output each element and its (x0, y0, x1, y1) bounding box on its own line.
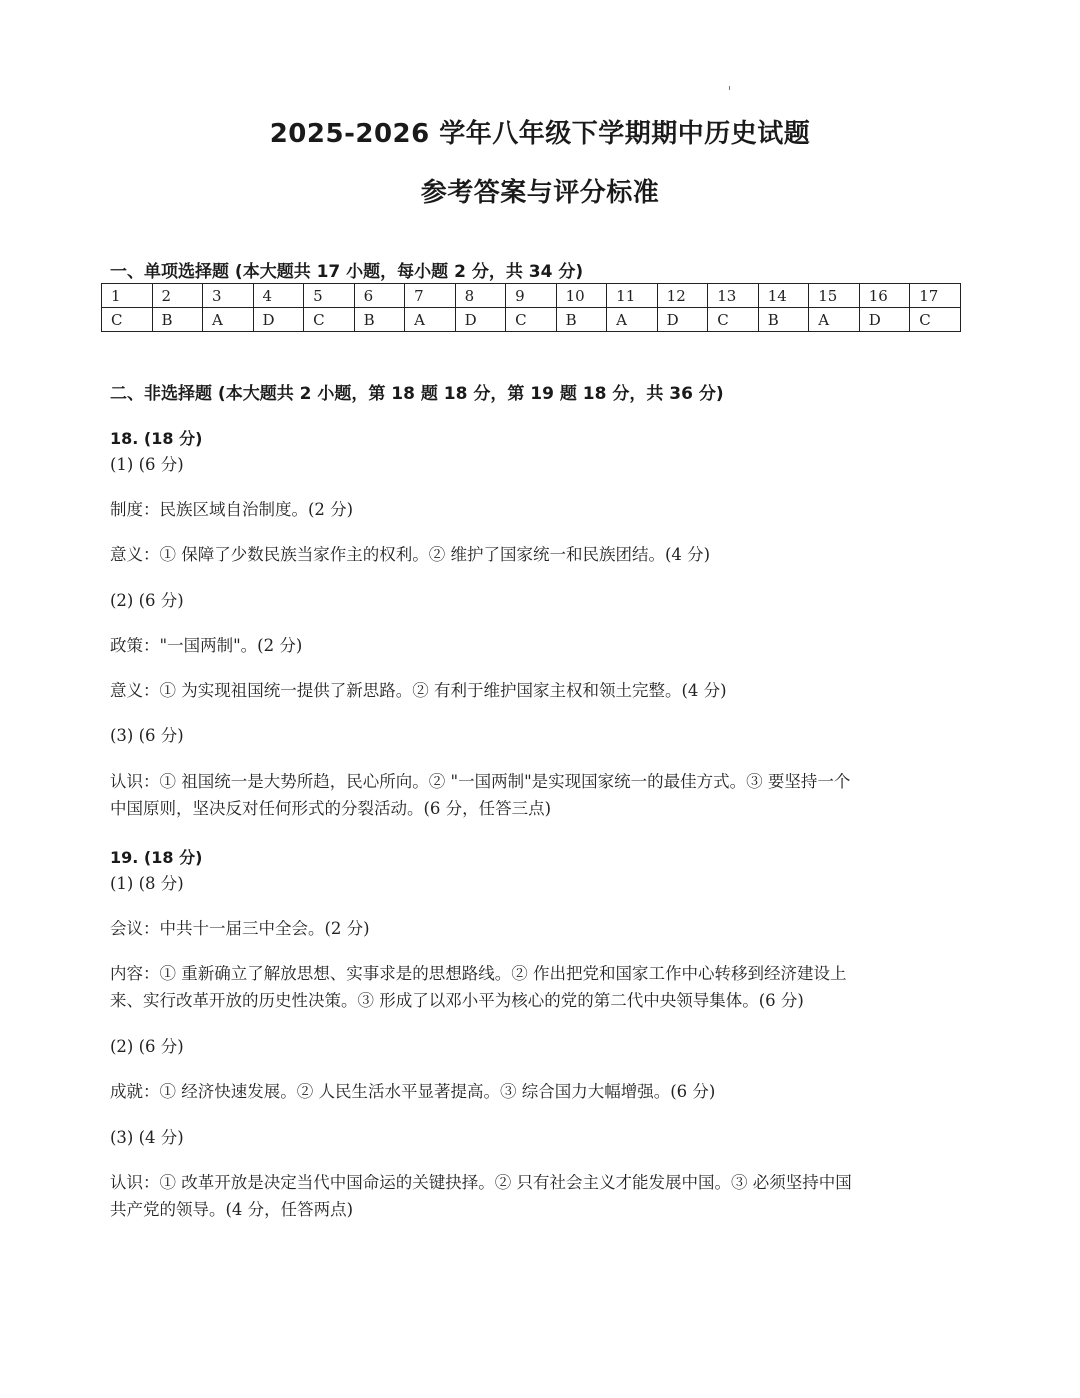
answer-cell: A (809, 308, 860, 332)
scan-mark (729, 86, 730, 90)
q18-part2-line2: 意义：① 为实现祖国统一提供了新思路。② 有利于维护国家主权和领土完整。(4 分) (110, 681, 727, 700)
q19-part1-line3: 来、实行改革开放的历史性决策。③ 形成了以邓小平为核心的党的第二代中央领导集体。(6 分) (110, 991, 804, 1010)
q18-part2-label: (2) (6 分) (110, 591, 184, 610)
q18-part3-line1: 认识：① 祖国统一是大势所趋，民心所向。② "一国两制"是实现国家统一的最佳方式。③ 要坚持一个 (110, 772, 851, 791)
answer-cell: A (405, 308, 456, 332)
question-number-cell: 16 (859, 284, 910, 308)
question-number-cell: 3 (203, 284, 254, 308)
answer-table-number-row (102, 284, 961, 308)
answer-cell: A (203, 308, 254, 332)
section2-heading: 二、非选择题 (本大题共 2 小题，第 18 题 18 分，第 19 题 18 分，共 36 分) (110, 384, 724, 404)
answer-cell: C (102, 308, 153, 332)
question-number-cell: 4 (253, 284, 304, 308)
q19-heading: 19. (18 分) (110, 848, 203, 867)
question-number-cell: 6 (354, 284, 405, 308)
q18-part1-label: (1) (6 分) (110, 455, 184, 474)
question-number-cell: 5 (304, 284, 355, 308)
answer-cell: D (657, 308, 708, 332)
answer-cell: C (506, 308, 557, 332)
question-number-cell: 12 (657, 284, 708, 308)
question-number-cell: 17 (910, 284, 961, 308)
q18-part3-label: (3) (6 分) (110, 726, 184, 745)
page-title: 2025-2026 学年八年级下学期期中历史试题 (269, 119, 811, 149)
q18-part1-line2: 意义：① 保障了少数民族当家作主的权利。② 维护了国家统一和民族团结。(4 分) (110, 545, 711, 564)
question-number-cell: 2 (152, 284, 203, 308)
question-number-cell: 13 (708, 284, 759, 308)
question-number-cell: 11 (607, 284, 658, 308)
answer-cell: D (859, 308, 910, 332)
answer-cell: C (910, 308, 961, 332)
page-subtitle: 参考答案与评分标准 (420, 178, 660, 208)
question-number-cell: 7 (405, 284, 456, 308)
q19-part1-line2: 内容：① 重新确立了解放思想、实事求是的思想路线。② 作出把党和国家工作中心转移到经济建设上 (110, 964, 847, 983)
q18-part3-line2: 中国原则，坚决反对任何形式的分裂活动。(6 分，任答三点) (110, 799, 552, 818)
question-number-cell: 1 (102, 284, 153, 308)
question-number-cell: 15 (809, 284, 860, 308)
answer-cell: C (304, 308, 355, 332)
question-number-cell: 14 (758, 284, 809, 308)
q19-part2-line1: 成就：① 经济快速发展。② 人民生活水平显著提高。③ 综合国力大幅增强。(6 分) (110, 1082, 716, 1101)
question-number-cell: 9 (506, 284, 557, 308)
answer-cell: C (708, 308, 759, 332)
answer-cell: B (556, 308, 607, 332)
q19-part1-line1: 会议：中共十一届三中全会。(2 分) (110, 919, 370, 938)
q18-heading: 18. (18 分) (110, 429, 203, 448)
answer-cell: A (607, 308, 658, 332)
q19-part1-label: (1) (8 分) (110, 874, 184, 893)
q19-part3-line1: 认识：① 改革开放是决定当代中国命运的关键抉择。② 只有社会主义才能发展中国。③ 必须坚持中国 (110, 1173, 852, 1192)
q19-part2-label: (2) (6 分) (110, 1037, 184, 1056)
answer-table-answer-row (102, 308, 961, 332)
question-number-cell: 8 (455, 284, 506, 308)
answer-cell: B (152, 308, 203, 332)
q19-part3-label: (3) (4 分) (110, 1128, 184, 1147)
answer-table (101, 283, 961, 332)
answer-cell: D (253, 308, 304, 332)
answer-cell: B (354, 308, 405, 332)
answer-cell: B (758, 308, 809, 332)
q19-part3-line2: 共产党的领导。(4 分，任答两点) (110, 1200, 354, 1219)
answer-cell: D (455, 308, 506, 332)
q18-part1-line1: 制度：民族区域自治制度。(2 分) (110, 500, 354, 519)
section1-heading: 一、单项选择题 (本大题共 17 小题，每小题 2 分，共 34 分) (110, 262, 584, 282)
q18-part2-line1: 政策："一国两制"。(2 分) (110, 636, 303, 655)
question-number-cell: 10 (556, 284, 607, 308)
